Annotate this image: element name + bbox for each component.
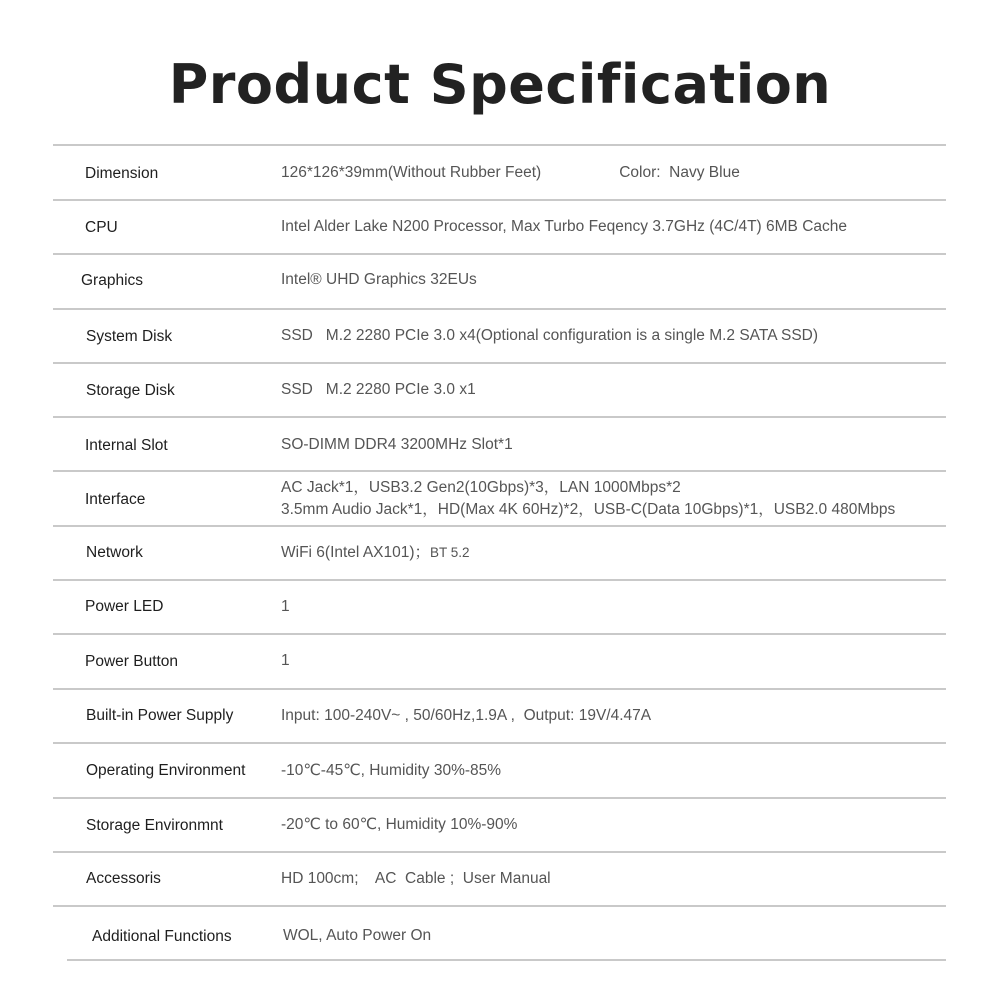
spec-value-power-button: 1 bbox=[281, 652, 290, 669]
row-divider bbox=[53, 579, 946, 581]
row-divider bbox=[53, 253, 946, 255]
spec-value-operating-env: -10℃-45℃, Humidity 30%-85% bbox=[281, 762, 502, 779]
row-divider bbox=[53, 633, 946, 635]
spec-value-system-disk: SSD M.2 2280 PCIe 3.0 x4(Optional configuration is a single M.2 SATA SSD) bbox=[281, 327, 819, 344]
row-divider bbox=[53, 144, 946, 146]
row-divider bbox=[53, 362, 946, 364]
color-value: Navy Blue bbox=[669, 164, 740, 181]
interface-line-1: AC Jack*1，USB3.2 Gen2(10Gbps)*3，LAN 1000Mbps*2 bbox=[281, 479, 681, 496]
spec-label-internal-slot: Internal Slot bbox=[85, 437, 168, 454]
page-title: Product Specification bbox=[168, 53, 832, 116]
spec-label-power-supply: Built-in Power Supply bbox=[86, 707, 234, 724]
spec-label-dimension: Dimension bbox=[85, 165, 159, 182]
spec-value-graphics: Intel® UHD Graphics 32EUs bbox=[281, 271, 477, 288]
spec-value-storage-env: -20℃ to 60℃, Humidity 10%-90% bbox=[281, 816, 518, 833]
row-divider bbox=[53, 416, 946, 418]
spec-label-system-disk: System Disk bbox=[86, 328, 173, 345]
row-divider bbox=[53, 470, 946, 472]
spec-value-storage-disk: SSD M.2 2280 PCIe 3.0 x1 bbox=[281, 381, 476, 398]
interface-line-2: 3.5mm Audio Jack*1，HD(Max 4K 60Hz)*2，USB-C(Data 10Gbps)*1，USB2.0 480Mbps bbox=[281, 501, 896, 518]
row-divider bbox=[53, 688, 946, 690]
spec-label-additional-functions: Additional Functions bbox=[92, 928, 232, 945]
row-divider bbox=[53, 199, 946, 201]
spec-value-power-supply: Input: 100-240V~ , 50/60Hz,1.9A , Output: 19V/4.47A bbox=[281, 707, 652, 724]
spec-label-accessories: Accessoris bbox=[86, 870, 161, 887]
row-divider bbox=[53, 525, 946, 527]
spec-value-power-led: 1 bbox=[281, 598, 290, 615]
color-label: Color: bbox=[619, 164, 661, 181]
row-divider bbox=[53, 905, 946, 907]
spec-value-cpu: Intel Alder Lake N200 Processor, Max Turbo Feqency 3.7GHz (4C/4T) 6MB Cache bbox=[281, 218, 848, 235]
row-divider bbox=[53, 308, 946, 310]
spec-value-interface bbox=[281, 477, 895, 521]
network-bt-value: BT 5.2 bbox=[430, 545, 470, 560]
spec-label-graphics: Graphics bbox=[81, 272, 144, 289]
spec-value-internal-slot: SO-DIMM DDR4 3200MHz Slot*1 bbox=[281, 436, 513, 453]
spec-label-power-led: Power LED bbox=[85, 598, 164, 615]
network-wifi-value: WiFi 6(Intel AX101)； bbox=[281, 544, 431, 561]
spec-label-network: Network bbox=[86, 544, 143, 561]
spec-label-cpu: CPU bbox=[85, 219, 118, 236]
spec-value-additional-functions: WOL, Auto Power On bbox=[283, 927, 432, 944]
spec-label-operating-env: Operating Environment bbox=[86, 762, 246, 779]
spec-value-accessories: HD 100cm; AC Cable ; User Manual bbox=[281, 870, 551, 887]
spec-value-network bbox=[281, 542, 470, 564]
spec-label-power-button: Power Button bbox=[85, 653, 179, 670]
row-divider bbox=[53, 742, 946, 744]
spec-value-dimension bbox=[281, 162, 740, 184]
row-divider bbox=[53, 797, 946, 799]
dimension-value: 126*126*39mm(Without Rubber Feet) bbox=[281, 164, 542, 181]
spec-label-storage-env: Storage Environmnt bbox=[86, 817, 223, 834]
spec-label-storage-disk: Storage Disk bbox=[86, 382, 175, 399]
row-divider bbox=[53, 851, 946, 853]
spec-label-interface: Interface bbox=[85, 491, 146, 508]
row-divider bbox=[67, 959, 946, 961]
